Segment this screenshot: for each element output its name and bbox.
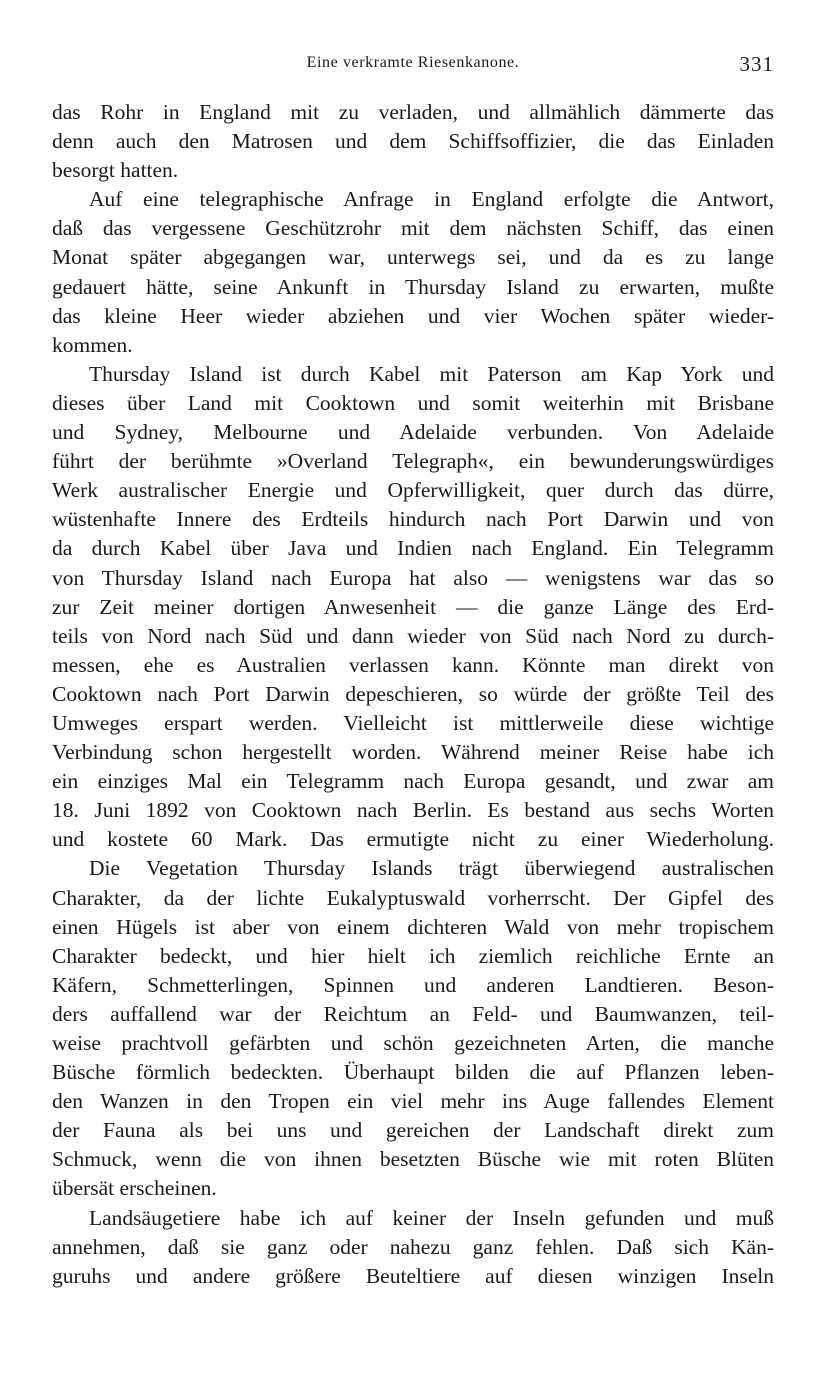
text-line: Werk australischer Energie und Opferwilligkeit, quer durch das dürre, — [52, 478, 774, 503]
text-line: Charakter, da der lichte Eukalyptuswald vorherrscht. Der Gipfel des — [52, 885, 774, 910]
text-line: daß das vergessene Geschützrohr mit dem nächsten Schiff, das einen — [52, 216, 774, 241]
text-line: Die Vegetation Thursday Islands trägt überwiegend australischen — [89, 856, 774, 881]
text-line: denn auch den Matrosen und dem Schiffsoffizier, die das Einladen — [52, 129, 774, 154]
text-line: Landsäugetiere habe ich auf keiner der Inseln gefunden und muß — [89, 1205, 774, 1230]
text-line: und Sydney, Melbourne und Adelaide verbunden. Von Adelaide — [52, 420, 774, 445]
text-line: ein einziges Mal ein Telegramm nach Europa gesandt, und zwar am — [52, 769, 774, 794]
text-line: ders auffallend war der Reichtum an Feld- und Baumwanzen, teil- — [52, 1001, 774, 1026]
text-line: Verbindung schon hergestellt worden. Während meiner Reise habe ich — [52, 740, 774, 765]
text-line: Charakter bedeckt, und hier hielt ich ziemlich reichliche Ernte an — [52, 943, 774, 968]
text-line: übersät erscheinen. — [52, 1176, 217, 1201]
text-line: einen Hügels ist aber von einem dichteren Wald von mehr tropischem — [52, 914, 774, 939]
text-line: gedauert hätte, seine Ankunft in Thursday Island zu erwarten, mußte — [52, 274, 774, 299]
text-line: das Rohr in England mit zu verladen, und allmählich dämmerte das — [52, 100, 774, 124]
text-line: besorgt hatten. — [52, 158, 179, 183]
text-line: Büsche förmlich bedeckten. Überhaupt bilden die auf Pflanzen leben- — [52, 1060, 774, 1085]
text-line: da durch Kabel über Java und Indien nach England. Ein Telegramm — [52, 536, 774, 561]
text-line: kommen. — [52, 332, 133, 357]
text-line: dieses über Land mit Cooktown und somit weiterhin mit Brisbane — [52, 390, 774, 415]
text-line: teils von Nord nach Süd und dann wieder von Süd nach Nord zu durch- — [52, 623, 774, 648]
text-line: annehmen, daß sie ganz oder nahezu ganz fehlen. Daß sich Kän- — [52, 1234, 774, 1259]
page-number: 331 — [739, 52, 774, 76]
text-line: und kostete 60 Mark. Das ermutigte nicht zu einer Wiederholung. — [52, 827, 774, 852]
text-line: der Fauna als bei uns und gereichen der Landschaft direkt zum — [52, 1118, 774, 1143]
text-line: zur Zeit meiner dortigen Anwesenheit — die ganze Länge des Erd- — [52, 594, 774, 619]
text-line: wüstenhafte Innere des Erdteils hindurch nach Port Darwin und von — [52, 507, 774, 532]
text-line: guruhs und andere größere Beuteltiere auf diesen winzigen Inseln — [52, 1263, 774, 1288]
text-line: den Wanzen in den Tropen ein viel mehr ins Auge fallendes Element — [52, 1089, 774, 1114]
text-line: das kleine Heer wieder abziehen und vier Wochen später wieder- — [52, 303, 774, 328]
text-line: Umweges erspart werden. Vielleicht ist mittlerweile diese wichtige — [52, 710, 774, 735]
text-line: Käfern, Schmetterlingen, Spinnen und anderen Landtieren. Beson- — [52, 972, 774, 997]
text-line: führt der berühmte »Overland Telegraph«, ein bewunderungswürdiges — [52, 449, 774, 474]
text-line: weise prachtvoll gefärbten und schön gezeichneten Arten, die manche — [52, 1031, 774, 1055]
running-title: Eine verkramte Riesenkanone. — [306, 54, 520, 71]
text-line: von Thursday Island nach Europa hat also — wenigstens war das so — [52, 565, 774, 590]
running-head — [52, 52, 774, 78]
text-line: 18. Juni 1892 von Cooktown nach Berlin. Es bestand aus sechs Worten — [52, 798, 774, 823]
body-text — [52, 98, 774, 1291]
text-line: Auf eine telegraphische Anfrage in England erfolgte die Antwort, — [89, 187, 774, 212]
text-line: Thursday Island ist durch Kabel mit Paterson am Kap York und — [89, 361, 774, 386]
text-line: messen, ehe es Australien verlassen kann. Könnte man direkt von — [52, 652, 774, 677]
text-line: Monat später abgegangen war, unterwegs sei, und da es zu lange — [52, 245, 774, 270]
text-line: Schmuck, wenn die von ihnen besetzten Büsche wie mit roten Blüten — [52, 1147, 774, 1172]
text-line: Cooktown nach Port Darwin depeschieren, so würde der größte Teil des — [52, 681, 774, 706]
